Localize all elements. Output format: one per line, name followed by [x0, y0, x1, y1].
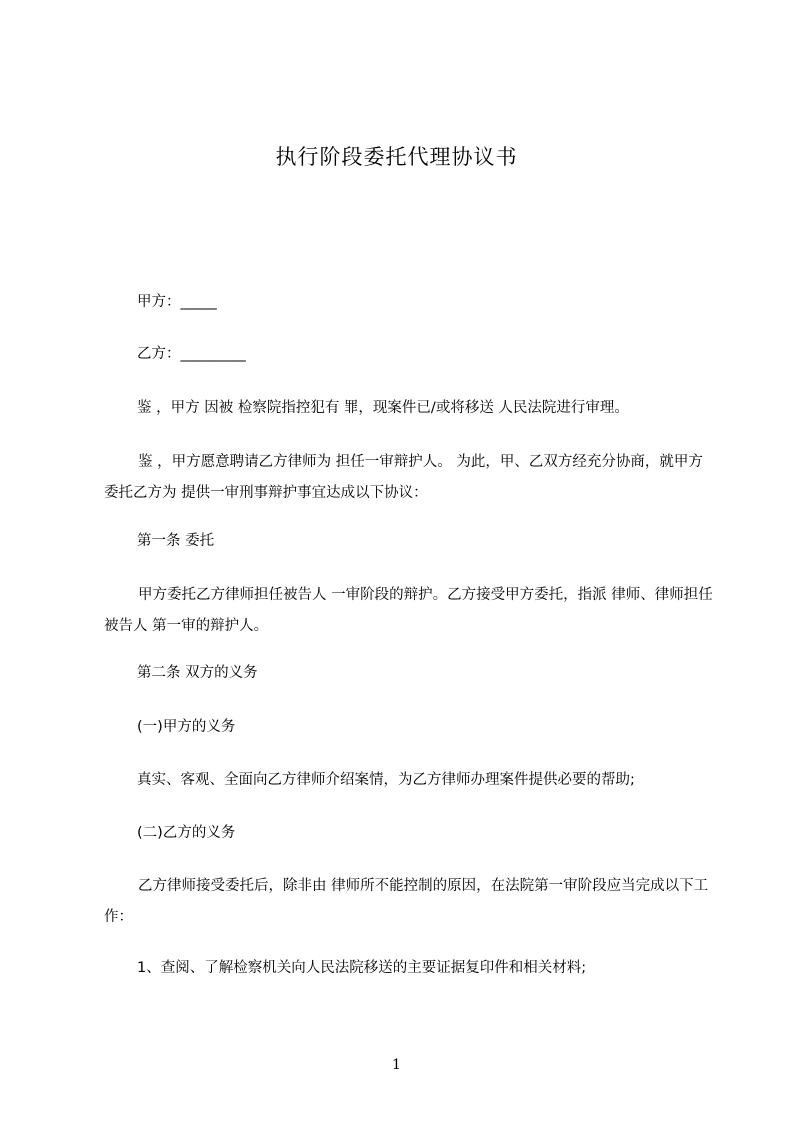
paragraph-2: 鉴 ，甲方愿意聘请乙方律师为 担任一审辩护人。 为此，甲、乙双方经充分协商，就甲方委托乙方为 提供一审刑事辩护事宜达成以下协议：: [104, 454, 703, 501]
list-item-1: 1、查阅、了解检察机关向人民法院移送的主要证据复印件和相关材料;: [137, 960, 587, 976]
section-a-body: 真实、客观、全面向乙方律师介绍案情，为乙方律师办理案件提供必要的帮助;: [137, 772, 635, 788]
page-number: 1: [392, 1057, 401, 1073]
section-b-body: 乙方律师接受委托后，除非由 律师所不能控制的原因，在法院第一审阶段应当完成以下工作：: [104, 878, 709, 925]
article-1-body: 甲方委托乙方律师担任被告人 一审阶段的辩护。乙方接受甲方委托，指派 律师、律师担任被告人 第一审的辩护人。: [104, 587, 713, 634]
paragraph-1: 鉴 ，甲方 因被 检察院指控犯有 罪，现案件已/或将移送 人民法院进行审理。: [137, 400, 629, 416]
party-a-line: 甲方：_____: [137, 294, 217, 310]
article-2-heading: 第二条 双方的义务: [137, 665, 258, 681]
section-a-heading: (一)甲方的义务: [137, 719, 236, 735]
article-1-heading: 第一条 委托: [137, 533, 215, 549]
page-title: 执行阶段委托代理协议书: [275, 145, 518, 169]
section-b-heading: (二)乙方的义务: [137, 825, 236, 841]
party-b-line: 乙方：_________: [137, 346, 246, 362]
